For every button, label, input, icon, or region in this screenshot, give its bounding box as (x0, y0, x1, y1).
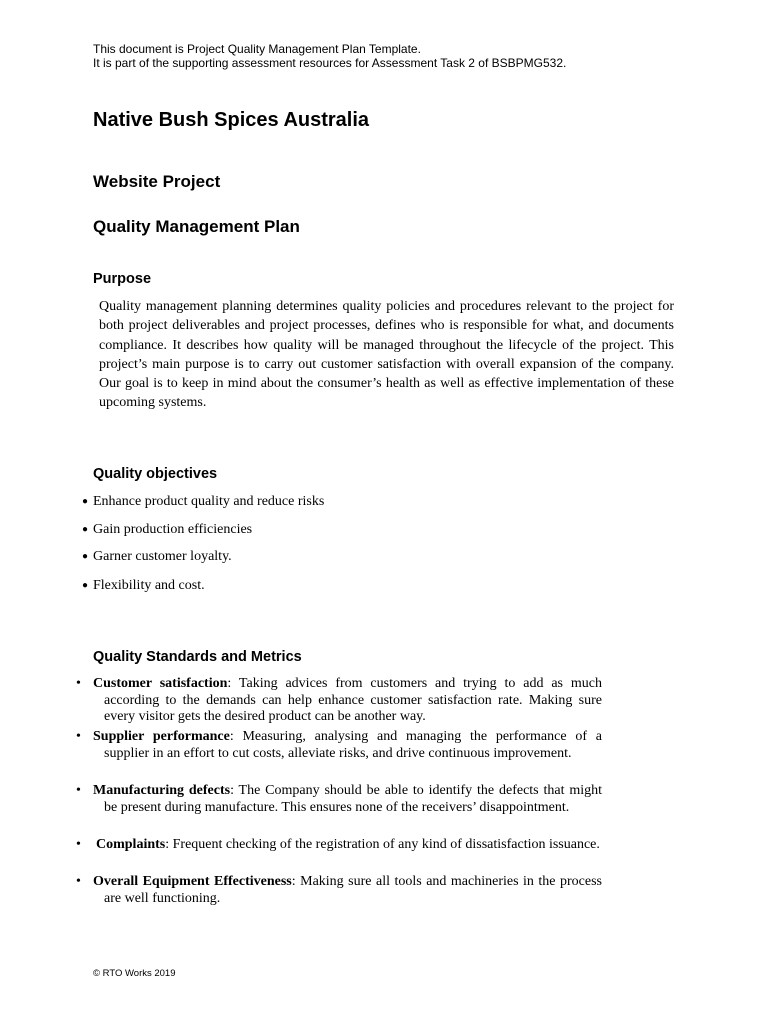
bullet-icon: ● (82, 524, 89, 535)
standard-item (76, 874, 602, 907)
bullet-icon: • (76, 874, 81, 889)
standards-heading: Quality Standards and Metrics (93, 649, 302, 665)
purpose-heading: Purpose (93, 271, 152, 287)
standard-term: Supplier performance (93, 729, 230, 744)
bullet-icon: ● (82, 496, 89, 507)
company-title: Native Bush Spices Australia (93, 109, 370, 131)
standard-item (76, 837, 602, 854)
header-line-1: This document is Project Quality Management Plan Template. (93, 42, 421, 56)
objective-text: Gain production efficiencies (93, 522, 253, 537)
objective-item (82, 522, 252, 538)
standard-item (76, 676, 602, 726)
objective-item (82, 549, 232, 565)
objectives-heading: Quality objectives (93, 466, 218, 482)
objective-text: Garner customer loyalty. (93, 549, 232, 564)
standard-text: : Frequent checking of the registration of any kind of dissatisfaction issuance. (165, 837, 600, 852)
standard-term: Complaints (96, 837, 166, 852)
standard-term: Overall Equipment Effectiveness (93, 874, 292, 889)
standard-term: Customer satisfaction (93, 676, 228, 691)
standard-text: : Taking advices from customers and trying to add as much according to the demands can help enhance customer satisfaction rate. Making sure every visitor gets the desired product can be another way. (104, 676, 602, 724)
objective-item (82, 494, 324, 510)
standard-text: : Measuring, analysing and managing the performance of a supplier in an effort to cut costs, alleviate risks, and drive continuous improvement. (104, 729, 602, 761)
document-header-note (93, 42, 566, 70)
bullet-icon: • (76, 729, 81, 744)
project-title: Website Project (93, 172, 221, 191)
bullet-icon: • (76, 676, 81, 691)
objective-item (82, 578, 205, 594)
standard-term: Manufacturing defects (93, 783, 231, 798)
objective-text: Enhance product quality and reduce risks (93, 494, 325, 509)
copyright-footer: © RTO Works 2019 (93, 968, 176, 979)
bullet-icon: ● (82, 551, 89, 562)
header-line-2: It is part of the supporting assessment resources for Assessment Task 2 of BSBPMG532. (93, 56, 567, 70)
bullet-icon: • (76, 837, 81, 852)
standard-text: : The Company should be able to identify the defects that might be present during manufacture. This ensures none of the receivers’ disappointment. (104, 783, 602, 815)
purpose-paragraph: Quality management planning determines quality policies and procedures relevant to the project for both project deliverables and project processes, defines who is responsible for what, and documents compliance. It describes how quality will be managed throughout the lifecycle of the project. This project’s main purpose is to carry out customer satisfaction with overall expansion of the company. Our goal is to keep in mind about the consumer’s health as well as effective implementation of these upcoming systems. (99, 299, 674, 411)
standard-item (76, 729, 602, 762)
standard-item (76, 783, 602, 816)
plan-title: Quality Management Plan (93, 217, 300, 236)
standard-text: : Making sure all tools and machineries in the process are well functioning. (104, 874, 602, 906)
bullet-icon: • (76, 783, 81, 798)
bullet-icon: ● (82, 580, 89, 591)
objective-text: Flexibility and cost. (93, 578, 205, 593)
